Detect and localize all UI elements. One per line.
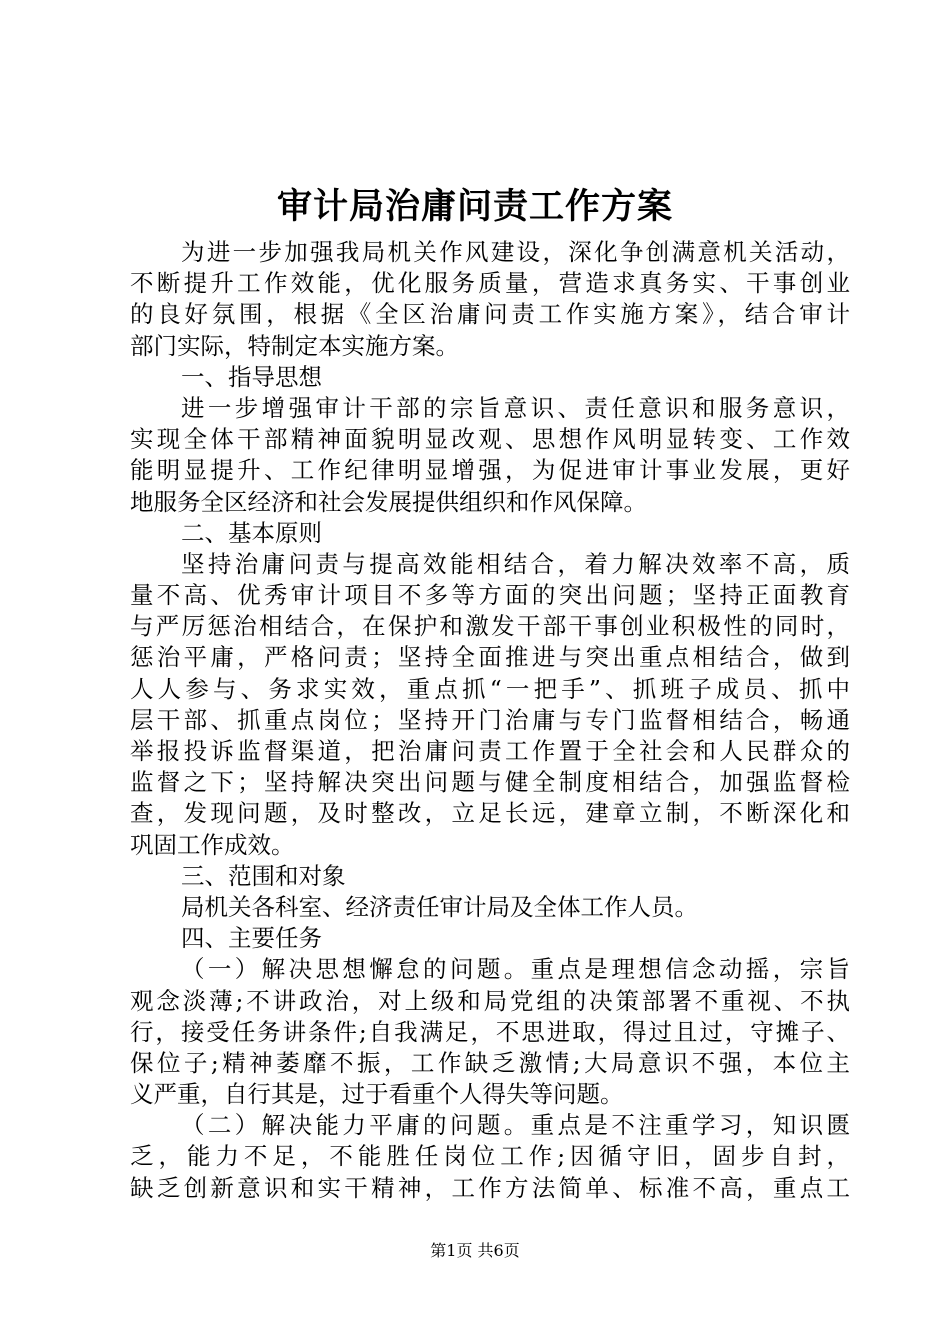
text-line: 与严厉惩治相结合，在保护和激发干部干事创业积极性的同时， (130, 612, 850, 641)
text-line: 的良好氛围，根据《全区治庸问责工作实施方案》，结合审计 (130, 300, 850, 329)
page-number: 第1页 共6页 (430, 1241, 520, 1260)
text-line: 巩固工作成效。 (130, 830, 295, 859)
text-line: 为进一步加强我局机关作风建设，深化争创满意机关活动， (181, 238, 850, 266)
text-line: 义严重，自行其是，过于看重个人得失等问题。 (130, 1080, 624, 1109)
text-line: 三、范围和对象 (181, 861, 346, 890)
text-line: 一、指导思想 (181, 362, 322, 391)
text-line: 层干部、抓重点岗位；坚持开门治庸与专门监督相结合，畅通 (130, 705, 850, 734)
text-line: 缺乏创新意识和实干精神，工作方法简单、标准不高，重点工 (130, 1173, 850, 1202)
text-line: 量不高、优秀审计项目不多等方面的突出问题；坚持正面教育 (130, 581, 850, 610)
text-line: 举报投诉监督渠道，把治庸问责工作置于全社会和人民群众的 (130, 737, 850, 765)
text-line: 进一步增强审计干部的宗旨意识、责任意识和服务意识， (181, 393, 850, 422)
text-line: 实现全体干部精神面貌明显改观、思想作风明显转变、工作效 (130, 425, 850, 454)
text-line: 观念淡薄;不讲政治，对上级和局党组的决策部署不重视、不执 (130, 986, 850, 1015)
text-line: （二）解决能力平庸的问题。重点是不注重学习，知识匮 (181, 1111, 850, 1140)
text-line: （一）解决思想懈怠的问题。重点是理想信念动摇，宗旨 (181, 955, 850, 984)
text-line: 人人参与、务求实效，重点抓“一把手”、抓班子成员、抓中 (130, 674, 850, 703)
text-line: 坚持治庸问责与提高效能相结合，着力解决效率不高，质 (181, 549, 850, 578)
text-line: 部门实际，特制定本实施方案。 (130, 331, 459, 360)
document-title: 审计局治庸问责工作方案 (276, 187, 673, 227)
document-body (130, 237, 850, 1204)
text-line: 乏，能力不足，不能胜任岗位工作;因循守旧，固步自封， (130, 1142, 850, 1171)
text-line: 四、主要任务 (181, 924, 322, 953)
text-line: 二、基本原则 (181, 518, 322, 547)
text-line: 保位子;精神萎靡不振，工作缺乏激情;大局意识不强，本位主 (130, 1048, 850, 1077)
text-line: 能明显提升、工作纪律明显增强，为促进审计事业发展，更好 (130, 456, 850, 485)
text-line: 监督之下；坚持解决突出问题与健全制度相结合，加强监督检 (130, 768, 850, 797)
text-line: 查，发现问题，及时整改，立足长远，建章立制，不断深化和 (130, 799, 850, 828)
text-line: 局机关各科室、经济责任审计局及全体工作人员。 (181, 892, 698, 921)
text-line: 惩治平庸，严格问责；坚持全面推进与突出重点相结合，做到 (130, 643, 850, 672)
text-line: 不断提升工作效能，优化服务质量，营造求真务实、干事创业 (130, 269, 850, 298)
text-line: 行，接受任务讲条件;自我满足，不思进取，得过且过，守摊子、 (130, 1017, 850, 1046)
text-line: 地服务全区经济和社会发展提供组织和作风保障。 (130, 487, 647, 516)
